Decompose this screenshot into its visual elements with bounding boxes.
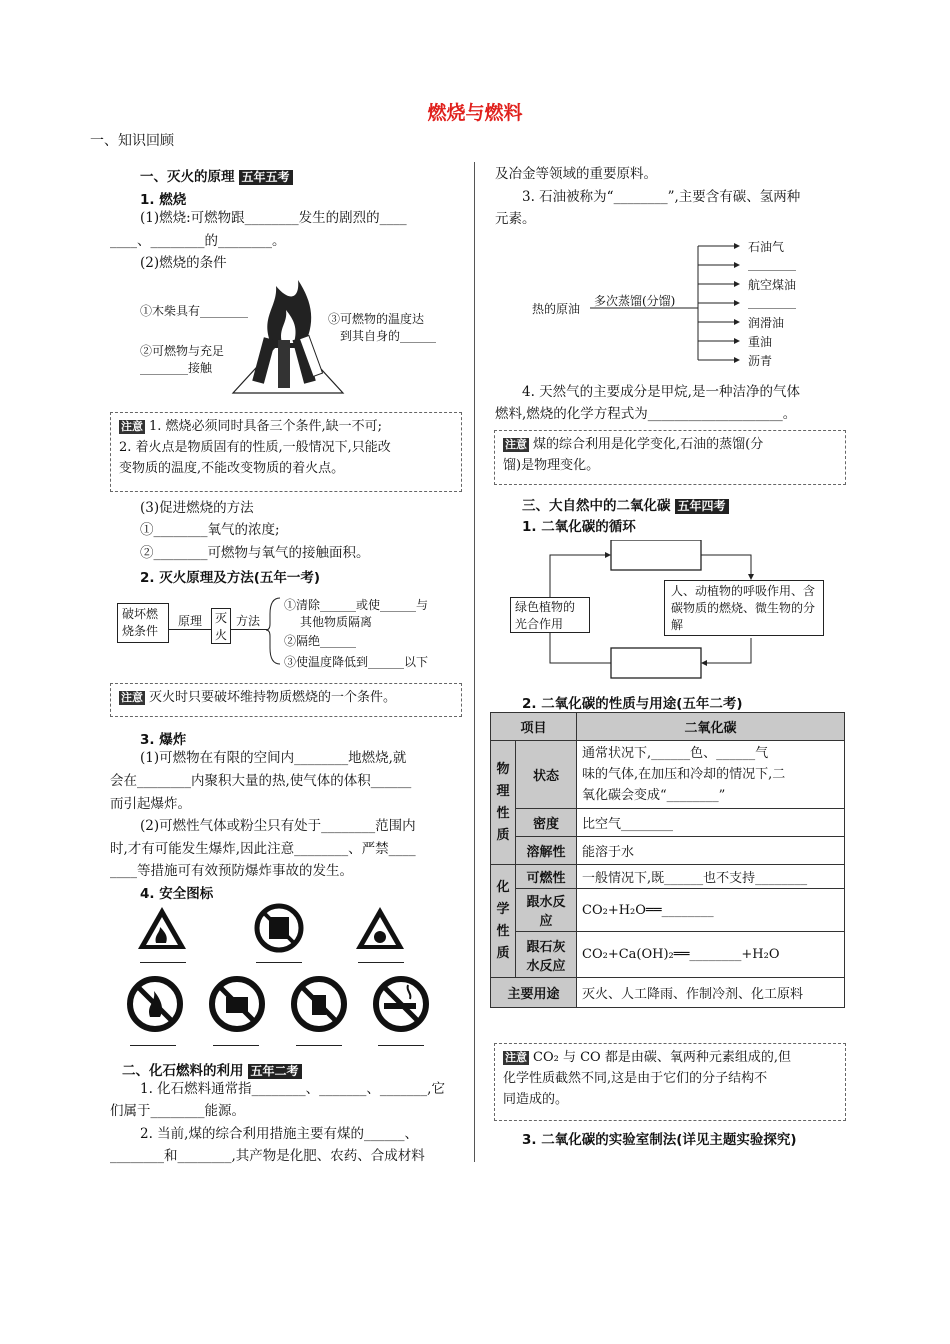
condition-3: ③可燃物的温度达 xyxy=(328,312,425,326)
text-line: 时,才有可能发生爆炸,因此注意________、严禁____ xyxy=(110,841,416,857)
box-respiration: 人、动植物的呼吸作用、含碳物质的燃烧、微生物的分解 xyxy=(664,580,824,636)
text-line: 2. 当前,煤的综合利用措施主要有煤的______、 xyxy=(140,1126,418,1142)
row-value: 灭火、人工降雨、作制冷剂、化工原料 xyxy=(577,978,845,1008)
row-label: 跟水反应 xyxy=(516,889,577,932)
note-text: 灭火时只要破坏维持物质燃烧的一个条件。 xyxy=(149,690,397,705)
flammable-warning-icon xyxy=(136,905,188,951)
heading-burn: 1. 燃烧 xyxy=(140,192,187,208)
co2-property-table xyxy=(490,712,845,1008)
condition-2-line2: ________接触 xyxy=(140,361,213,375)
row-label: 可燃性 xyxy=(516,865,577,889)
row-value: CO₂+Ca(OH)₂══________+H₂O xyxy=(577,932,845,978)
note-text: 2. 着火点是物质固有的性质,一般情况下,只能改 xyxy=(119,440,391,455)
note-box xyxy=(494,430,846,485)
note-text: 煤的综合利用是化学变化,石油的蒸馏(分 xyxy=(533,437,764,452)
note-text: 变物质的温度,不能改变物质的着火点。 xyxy=(119,461,345,476)
row-label: 状态 xyxy=(516,741,577,809)
oil-product: ________ xyxy=(748,295,796,309)
text-line: (1)可燃物在有限的空间内________地燃烧,就 xyxy=(140,750,407,766)
note-text: CO₂ 与 CO 都是由碳、氧两种元素组成的,但 xyxy=(533,1050,791,1065)
no-fire-icon xyxy=(126,975,184,1033)
text-line: ________和________,其产物是化肥、农药、合成材料 xyxy=(110,1148,425,1164)
row-value: 比空气________ xyxy=(577,809,845,837)
note-text: 化学性质截然不同,这是由于它们的分子结构不 xyxy=(503,1071,768,1086)
heading-co2-cycle: 1. 二氧化碳的循环 xyxy=(522,519,636,535)
note-tag: 注意 xyxy=(505,438,527,451)
heading-co2-properties: 2. 二氧化碳的性质与用途(五年二考) xyxy=(522,696,743,712)
table-header: 二氧化碳 xyxy=(577,713,845,741)
answer-line xyxy=(256,962,302,963)
note-tag: 注意 xyxy=(121,420,143,433)
label-principle: 原理 xyxy=(178,614,203,628)
method-1: ①清除______或使______与 xyxy=(284,598,429,612)
note-box xyxy=(110,683,462,717)
row-value: 能溶于水 xyxy=(577,837,845,865)
page-title: 燃烧与燃料 xyxy=(427,102,523,124)
group-physical: 物理性质 xyxy=(491,741,516,865)
heading-safety-signs: 4. 安全图标 xyxy=(140,886,214,902)
condition-2: ②可燃物与充足 xyxy=(140,344,225,358)
text-line: (2)可燃性气体或粉尘只有处于________范围内 xyxy=(140,818,416,834)
label-method: 方法 xyxy=(236,614,261,628)
note-text: 1. 燃烧必须同时具备三个条件,缺一不可; xyxy=(149,419,383,434)
text-line: 燃料,燃烧的化学方程式为____________________。 xyxy=(495,406,797,422)
note-text: 同造成的。 xyxy=(503,1092,569,1107)
text-line: ____等措施可有效预防爆炸事故的发生。 xyxy=(110,863,353,879)
text-line: 4. 天然气的主要成分是甲烷,是一种洁净的气体 xyxy=(522,384,800,400)
crude-oil-label: 热的原油 xyxy=(532,302,581,316)
row-label: 密度 xyxy=(516,809,577,837)
row-label: 主要用途 xyxy=(491,978,577,1008)
fire-triangle-illustration xyxy=(228,278,348,398)
no-matches-icon xyxy=(208,975,266,1033)
no-smoking-icon xyxy=(372,975,430,1033)
text-line: (3)促进燃烧的方法 xyxy=(140,500,254,516)
answer-line xyxy=(130,1045,176,1046)
no-stacking-icon xyxy=(254,903,304,953)
oil-product: 润滑油 xyxy=(748,316,785,330)
box-photosynthesis: 绿色植物的光合作用 xyxy=(510,597,590,633)
box-extinguish: 灭火 xyxy=(211,608,231,644)
badge: 五年二考 xyxy=(248,1064,302,1079)
oil-product: 航空煤油 xyxy=(748,278,797,292)
heading-co2-lab: 3. 二氧化碳的实验室制法(详见主题实验探究) xyxy=(522,1132,797,1148)
row-value: CO₂+H₂O══________ xyxy=(577,889,845,932)
badge: 五年四考 xyxy=(675,499,729,514)
text-line: 及冶金等领域的重要原料。 xyxy=(495,166,657,182)
heading-co2-nature: 三、大自然中的二氧化碳 五年四考 xyxy=(522,494,729,514)
text-line: 会在________内聚积大量的热,使气体的体积______ xyxy=(110,773,412,789)
distillation-branches xyxy=(590,238,740,368)
row-value: 通常状况下,______色、______气 味的气体,在加压和冷却的情况下,二 氧化碳会变成“________” xyxy=(577,741,845,809)
text-line: 1. 化石燃料通常指________、_______、_______,它 xyxy=(140,1081,445,1097)
note-tag: 注意 xyxy=(121,691,143,704)
text-line: 而引起爆炸。 xyxy=(110,796,191,812)
text-line: (1)燃烧:可燃物跟________发生的剧烈的____ xyxy=(140,210,407,226)
heading-explosion: 3. 爆炸 xyxy=(140,732,187,748)
oil-product: 重油 xyxy=(748,335,773,349)
no-fireworks-icon xyxy=(290,975,348,1033)
answer-line xyxy=(358,962,404,963)
method-3: ③使温度降低到______以下 xyxy=(284,655,429,669)
oil-product: 石油气 xyxy=(748,240,785,254)
oil-product: 沥青 xyxy=(748,354,773,368)
explosive-warning-icon xyxy=(354,905,406,951)
row-label: 跟石灰水反应 xyxy=(516,932,577,978)
brace xyxy=(266,596,282,666)
heading-fossil-fuels: 二、化石燃料的利用 五年二考 xyxy=(122,1059,302,1079)
box-break-condition: 破坏燃烧条件 xyxy=(117,603,169,643)
method-1-line2: 其他物质隔离 xyxy=(300,615,373,629)
text-line: 3. 石油被称为“________”,主要含有碳、氢两种 xyxy=(522,189,801,205)
condition-3-line2: 到其自身的______ xyxy=(340,329,437,343)
group-chemical: 化学性质 xyxy=(491,865,516,978)
note-tag: 注意 xyxy=(505,1051,527,1064)
note-text: 馏)是物理变化。 xyxy=(503,458,600,473)
answer-line xyxy=(140,962,186,963)
distillation-label: 多次蒸馏(分馏) xyxy=(594,294,676,308)
answer-line xyxy=(378,1045,424,1046)
condition-1: ①木柴具有________ xyxy=(140,304,249,318)
heading-extinguish-method: 2. 灭火原理及方法(五年一考) xyxy=(140,570,321,586)
answer-line xyxy=(296,1045,342,1046)
method-2: ②隔绝______ xyxy=(284,634,357,648)
row-label: 溶解性 xyxy=(516,837,577,865)
text-line: ____、________的________。 xyxy=(110,233,286,249)
badge: 五年五考 xyxy=(239,170,293,185)
answer-line xyxy=(213,1045,259,1046)
text-line: ②________可燃物与氧气的接触面积。 xyxy=(140,545,370,561)
column-divider xyxy=(474,162,475,1162)
note-box xyxy=(110,412,462,492)
section-heading: 一、知识回顾 xyxy=(90,133,174,149)
note-box xyxy=(494,1043,846,1121)
arrow-line xyxy=(231,629,267,630)
table-header: 项目 xyxy=(491,713,577,741)
row-value: 一般情况下,既______也不支持________ xyxy=(577,865,845,889)
text-line: (2)燃烧的条件 xyxy=(140,255,227,271)
arrow-line xyxy=(169,629,211,630)
text-line: 元素。 xyxy=(495,211,536,227)
oil-product: ________ xyxy=(748,257,796,271)
text-line: ①________氧气的浓度; xyxy=(140,522,280,538)
text-line: 们属于________能源。 xyxy=(110,1103,245,1119)
heading-extinguish-principle: 一、灭火的原理 五年五考 xyxy=(140,165,293,185)
